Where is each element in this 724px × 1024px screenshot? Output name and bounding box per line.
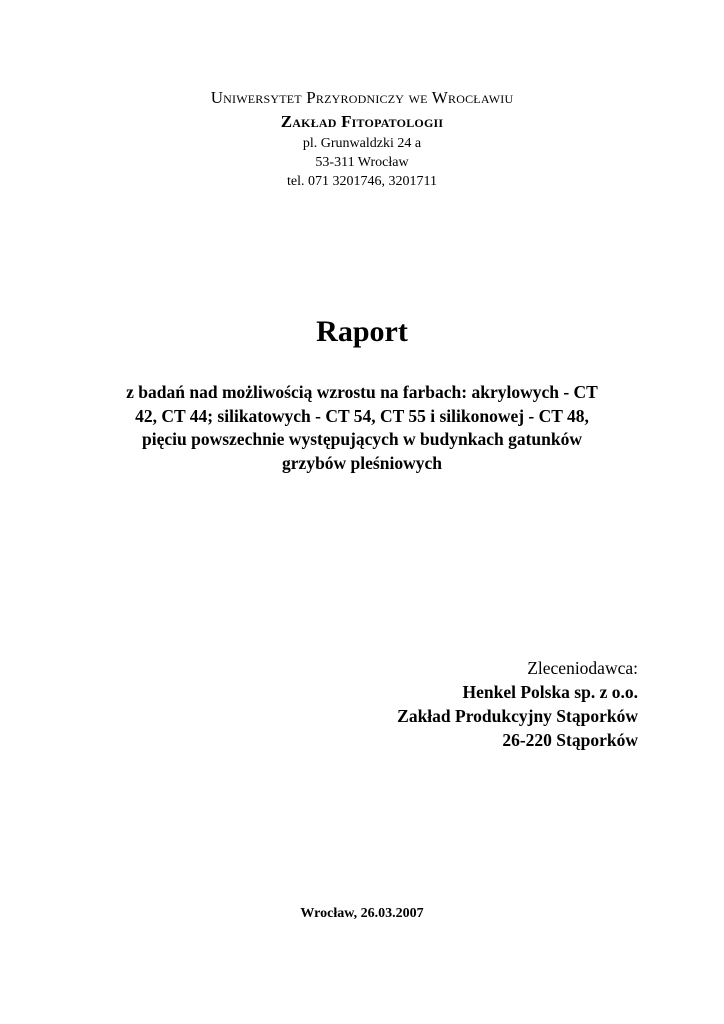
client-label: Zleceniodawca:	[527, 658, 638, 678]
institution-name: Uniwersytet Przyrodniczy we Wrocławiu	[210, 88, 514, 107]
address-street: pl. Grunwaldzki 24 a	[302, 136, 422, 151]
client-plant: Zakład Produkcyjny Stąporków	[397, 706, 638, 726]
client-block	[397, 656, 638, 752]
subtitle-line: pięciu powszechnie występujących w budynkach gatunków	[142, 429, 582, 449]
client-company: Henkel Polska sp. z o.o.	[462, 682, 638, 702]
phone-numbers: tel. 071 3201746, 3201711	[287, 174, 437, 189]
subtitle-line: 42, CT 44; silikatowych - CT 54, CT 55 i silikonowej - CT 48,	[135, 405, 589, 426]
subtitle-line: grzybów pleśniowych	[282, 452, 442, 473]
place-and-date: Wrocław, 26.03.2007	[300, 906, 424, 921]
report-title: Raport	[316, 315, 408, 348]
client-postal: 26-220 Stąporków	[502, 730, 638, 750]
document-header	[0, 86, 724, 191]
report-subtitle	[96, 381, 628, 475]
address-city: 53-311 Wrocław	[315, 155, 409, 170]
subtitle-line: z badań nad możliwością wzrostu na farbach: akrylowych - CT	[126, 382, 598, 402]
department-name: Zakład Fitopatologii	[280, 112, 444, 131]
